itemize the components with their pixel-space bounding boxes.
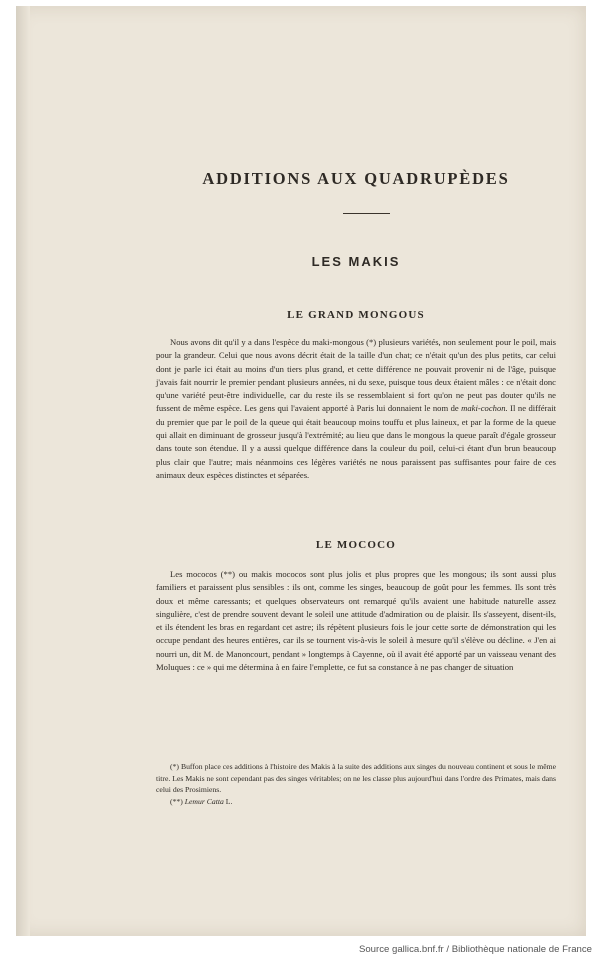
title-rule (343, 213, 390, 214)
footnote-2-suffix: L. (223, 796, 233, 806)
page-gutter-shadow (16, 6, 30, 936)
paragraph-grand-mongous (156, 336, 556, 482)
subsection-title-mococo: LE MOCOCO (315, 539, 397, 551)
footnote-2-prefix: (**) (170, 796, 185, 806)
section-title: LES MAKIS (311, 254, 401, 269)
footnote-2-species: Lemur Catta (184, 796, 224, 806)
paragraph-text-part: Il ne différait du premier que par le poil de la queue qui était beaucoup moins touffu et plus laineux, et par la forme de la queue qui allait en diminuant de grosseur jusqu'à l'extrémité; au lieu que dans le mongous la queue paraît d'égale grosseur dans toute son étendue. Il y a aussi quelque différence dans la couleur du poil, celui-ci étant d'un brun beaucoup plus clair que l'autre; mais néanmoins ces légères variétés ne nous paraissent pas suffisantes pour faire de ces animaux deux espèces distinctes et séparées. (156, 403, 556, 480)
italic-term: maki-cochon. (461, 403, 508, 414)
footnote-1: (*) Buffon place ces additions à l'histoire des Makis à la suite des additions aux singes du nouveau continent et sous le même titre. Les Makis ne sont cependant pas des singes véritables; on ne les classe plus aujourd'hui dans l'ordre des Primates, mais dans celui des Prosimiens. (156, 762, 556, 795)
paragraph-text-part: Nous avons dit qu'il y a dans l'espèce du maki-mongous (*) plusieurs variétés, non seulement pour le poil, mais pour la grandeur. Celui que nous avons décrit était de la taille d'un chat; ce n'était qu'un des plus petits, car celui dont je parle ici était au moins d'un tiers plus grand, et cette différence ne pouvait provenir ni de l'âge, puisque j'avais fait nourrir le premier pendant plusieurs années, ni du sexe, puisque tous deux étaient mâles : ce n'était donc qu'une variété peut-être individuelle, car du reste ils se ressemblaient si fort qu'on ne peut pas douter qu'ils ne fussent de même espèce. Les gens qui l'avaient apporté à Paris lui donnaient le nom de (156, 337, 556, 414)
footnote-2 (156, 796, 556, 808)
subsection-title-grand-mongous: LE GRAND MONGOUS (287, 309, 425, 321)
main-title: ADDITIONS AUX QUADRUPÈDES (202, 169, 510, 188)
footnotes (156, 761, 556, 807)
paragraph-mococo: Les mococos (**) ou makis mococos sont plus jolis et plus propres que les mongous; ils sont aussi plus familiers et paraissent plus sensibles : ils ont, comme les singes, beaucoup de goût pour les femmes. Ils sont très doux et même caressants; et quelques observateurs ont remarqué qu'ils avaient une habitude naturelle assez singulière, c'est de prendre souvent devant le soleil une attitude d'admiration ou de plaisir. Ils s'asseyent, disent-ils, et ils étendent les bras en regardant cet astre; ils répètent plusieurs fois le jour cette sorte de démonstration qui les occupe pendant des heures entières, car ils se tournent vis-à-vis le soleil à mesure qu'il s'élève ou décline. « J'en ai nourri un, dit M. de Manoncourt, pendant » longtemps à Cayenne, où il avait été apporté par un vaisseau venant des Moluques : ce » qui me détermina à en faire l'emplette, ce fut sa constance à ne pas changer de situation (156, 569, 556, 673)
source-attribution: Source gallica.bnf.fr / Bibliothèque nationale de France (358, 944, 592, 955)
scanned-page (16, 6, 586, 936)
